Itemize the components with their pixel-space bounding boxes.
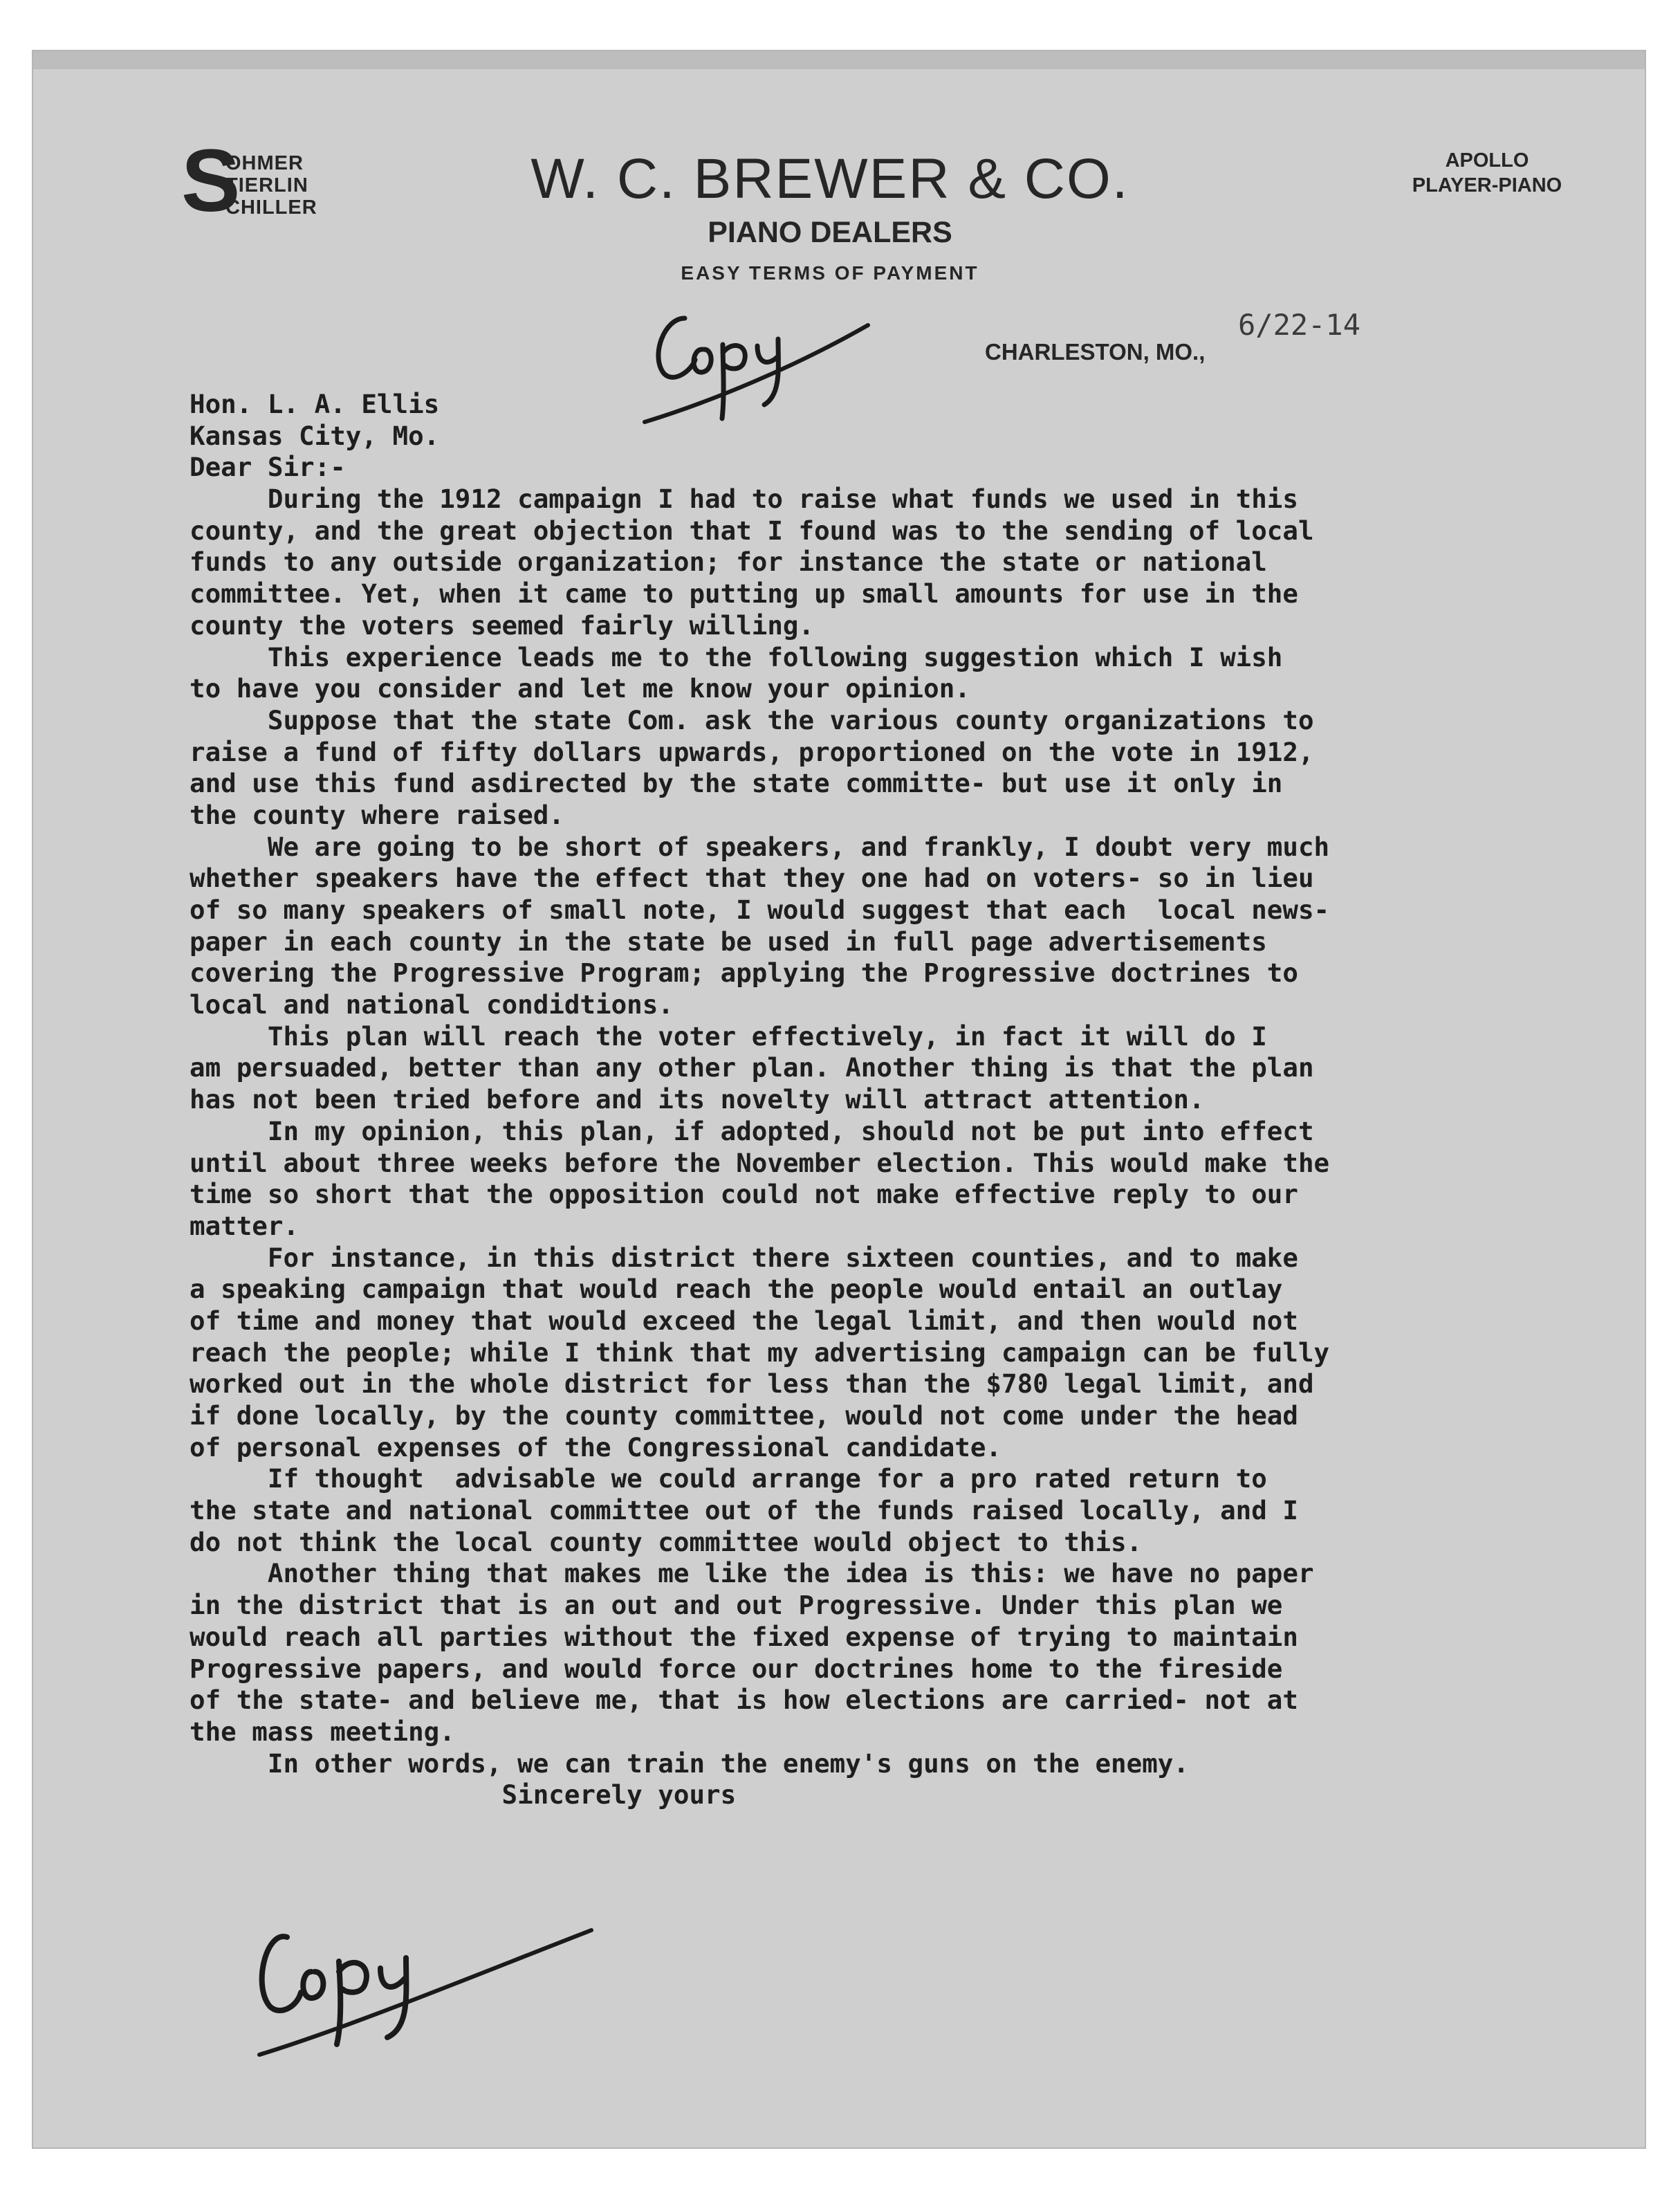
letter-line: has not been tried before and its novelty will attract attention. (190, 1084, 1205, 1115)
letter-line: the county where raised. (190, 799, 564, 830)
apollo-line-1: APOLLO (1445, 149, 1529, 172)
letter-line: In my opinion, this plan, if adopted, should not be put into effect (190, 1115, 1314, 1146)
letter-line: until about three weeks before the November election. This would make the (190, 1147, 1330, 1178)
letter-line: committee. Yet, when it came to putting up small amounts for use in the (190, 578, 1298, 609)
letter-line: county the voters seemed fairly willing. (190, 609, 815, 641)
letter-line: if done locally, by the county committee, would not come under the head (190, 1400, 1298, 1431)
letter-line: in the district that is an out and out Progressive. Under this plan we (190, 1590, 1283, 1621)
company-terms: EASY TERMS OF PAYMENT (681, 262, 979, 284)
brand-initial: S (181, 131, 241, 230)
letter-line: of personal expenses of the Congressional candidate. (190, 1431, 1001, 1463)
letter-line: raise a fund of fifty dollars upwards, proportioned on the vote in 1912, (190, 736, 1314, 767)
handwritten-copy-mark-bottom (246, 1889, 605, 2062)
letter-line: would reach all parties without the fixed expense of trying to maintain (190, 1621, 1298, 1652)
letter-line: county, and the great objection that I found was to the sending of local (190, 515, 1314, 546)
letter-line: Another thing that makes me like the idea is this: we have no paper (190, 1558, 1314, 1589)
letter-line: This experience leads me to the following suggestion which I wish (190, 641, 1283, 672)
brand-line-3: CHILLER (225, 196, 317, 219)
letter-line: reach the people; while I think that my advertising campaign can be fully (190, 1337, 1330, 1368)
letter-line: of so many speakers of small note, I would suggest that each local news- (190, 895, 1330, 925)
letterhead-city: CHARLESTON, MO., (985, 339, 1206, 365)
letter-line: Suppose that the state Com. ask the various county organizations to (190, 704, 1314, 735)
brand-logo-sohmer-stierlin-schiller (181, 131, 382, 230)
letter-line: Sincerely yours (190, 1779, 737, 1811)
letter-line: the mass meeting. (190, 1716, 455, 1747)
letter-line: am persuaded, better than any other plan. Another thing is that the plan (190, 1052, 1314, 1083)
letter-line: and use this fund asdirected by the state committe- but use it only in (190, 768, 1283, 799)
letter-line: do not think the local county committee would object to this. (190, 1526, 1143, 1557)
letter-line: matter. (190, 1210, 299, 1241)
letter-line: In other words, we can train the enemy's guns on the enemy. (190, 1748, 1189, 1779)
letter-line: For instance, in this district there sixteen counties, and to make (190, 1242, 1298, 1273)
letter-line: Progressive papers, and would force our doctrines home to the fireside (190, 1653, 1283, 1684)
letter-line: covering the Progressive Program; applying the Progressive doctrines to (190, 957, 1298, 989)
letter-line: Dear Sir:- (190, 452, 346, 483)
letter-line: Kansas City, Mo. (190, 420, 440, 451)
letter-line: funds to any outside organization; for instance the state or national (190, 547, 1267, 578)
letter-line: to have you consider and let me know your opinion. (190, 673, 970, 704)
letter-line: of time and money that would exceed the legal limit, and then would not (190, 1305, 1298, 1336)
brand-apollo (1383, 148, 1591, 199)
letter-line: Hon. L. A. Ellis (190, 389, 440, 419)
brand-line-1: OHMER (225, 152, 304, 174)
brand-line-2: TIERLIN (225, 174, 308, 196)
scan-edge (33, 51, 1645, 69)
letter-line: paper in each county in the state be used in full page advertisements (190, 926, 1267, 957)
letter-line: If thought advisable we could arrange for a pro rated return to (190, 1463, 1267, 1494)
letterhead-company (484, 149, 1176, 284)
company-business: PIANO DEALERS (708, 216, 952, 250)
apollo-line-2: PLAYER-PIANO (1412, 174, 1562, 197)
letter-line: During the 1912 campaign I had to raise what funds we used in this (190, 484, 1298, 515)
letter-body (190, 389, 1573, 1811)
letter-line: worked out in the whole district for less than the $780 legal limit, and (190, 1368, 1314, 1400)
company-name: W. C. BREWER & CO. (530, 147, 1129, 210)
letter-line: local and national condidtions. (190, 989, 674, 1020)
letter-line: We are going to be short of speakers, and frankly, I doubt very much (190, 831, 1330, 862)
letter-date: 6/22-14 (1238, 308, 1361, 342)
letter-line: a speaking campaign that would reach the people would entail an outlay (190, 1274, 1283, 1305)
letter-line: the state and national committee out of the funds raised locally, and I (190, 1495, 1298, 1526)
letter-line: of the state- and believe me, that is how elections are carried- not at (190, 1685, 1298, 1716)
letter-line: This plan will reach the voter effectively, in fact it will do I (190, 1020, 1267, 1052)
letter-line: time so short that the opposition could not make effective reply to our (190, 1179, 1298, 1210)
letter-line: whether speakers have the effect that they one had on voters- so in lieu (190, 863, 1314, 894)
